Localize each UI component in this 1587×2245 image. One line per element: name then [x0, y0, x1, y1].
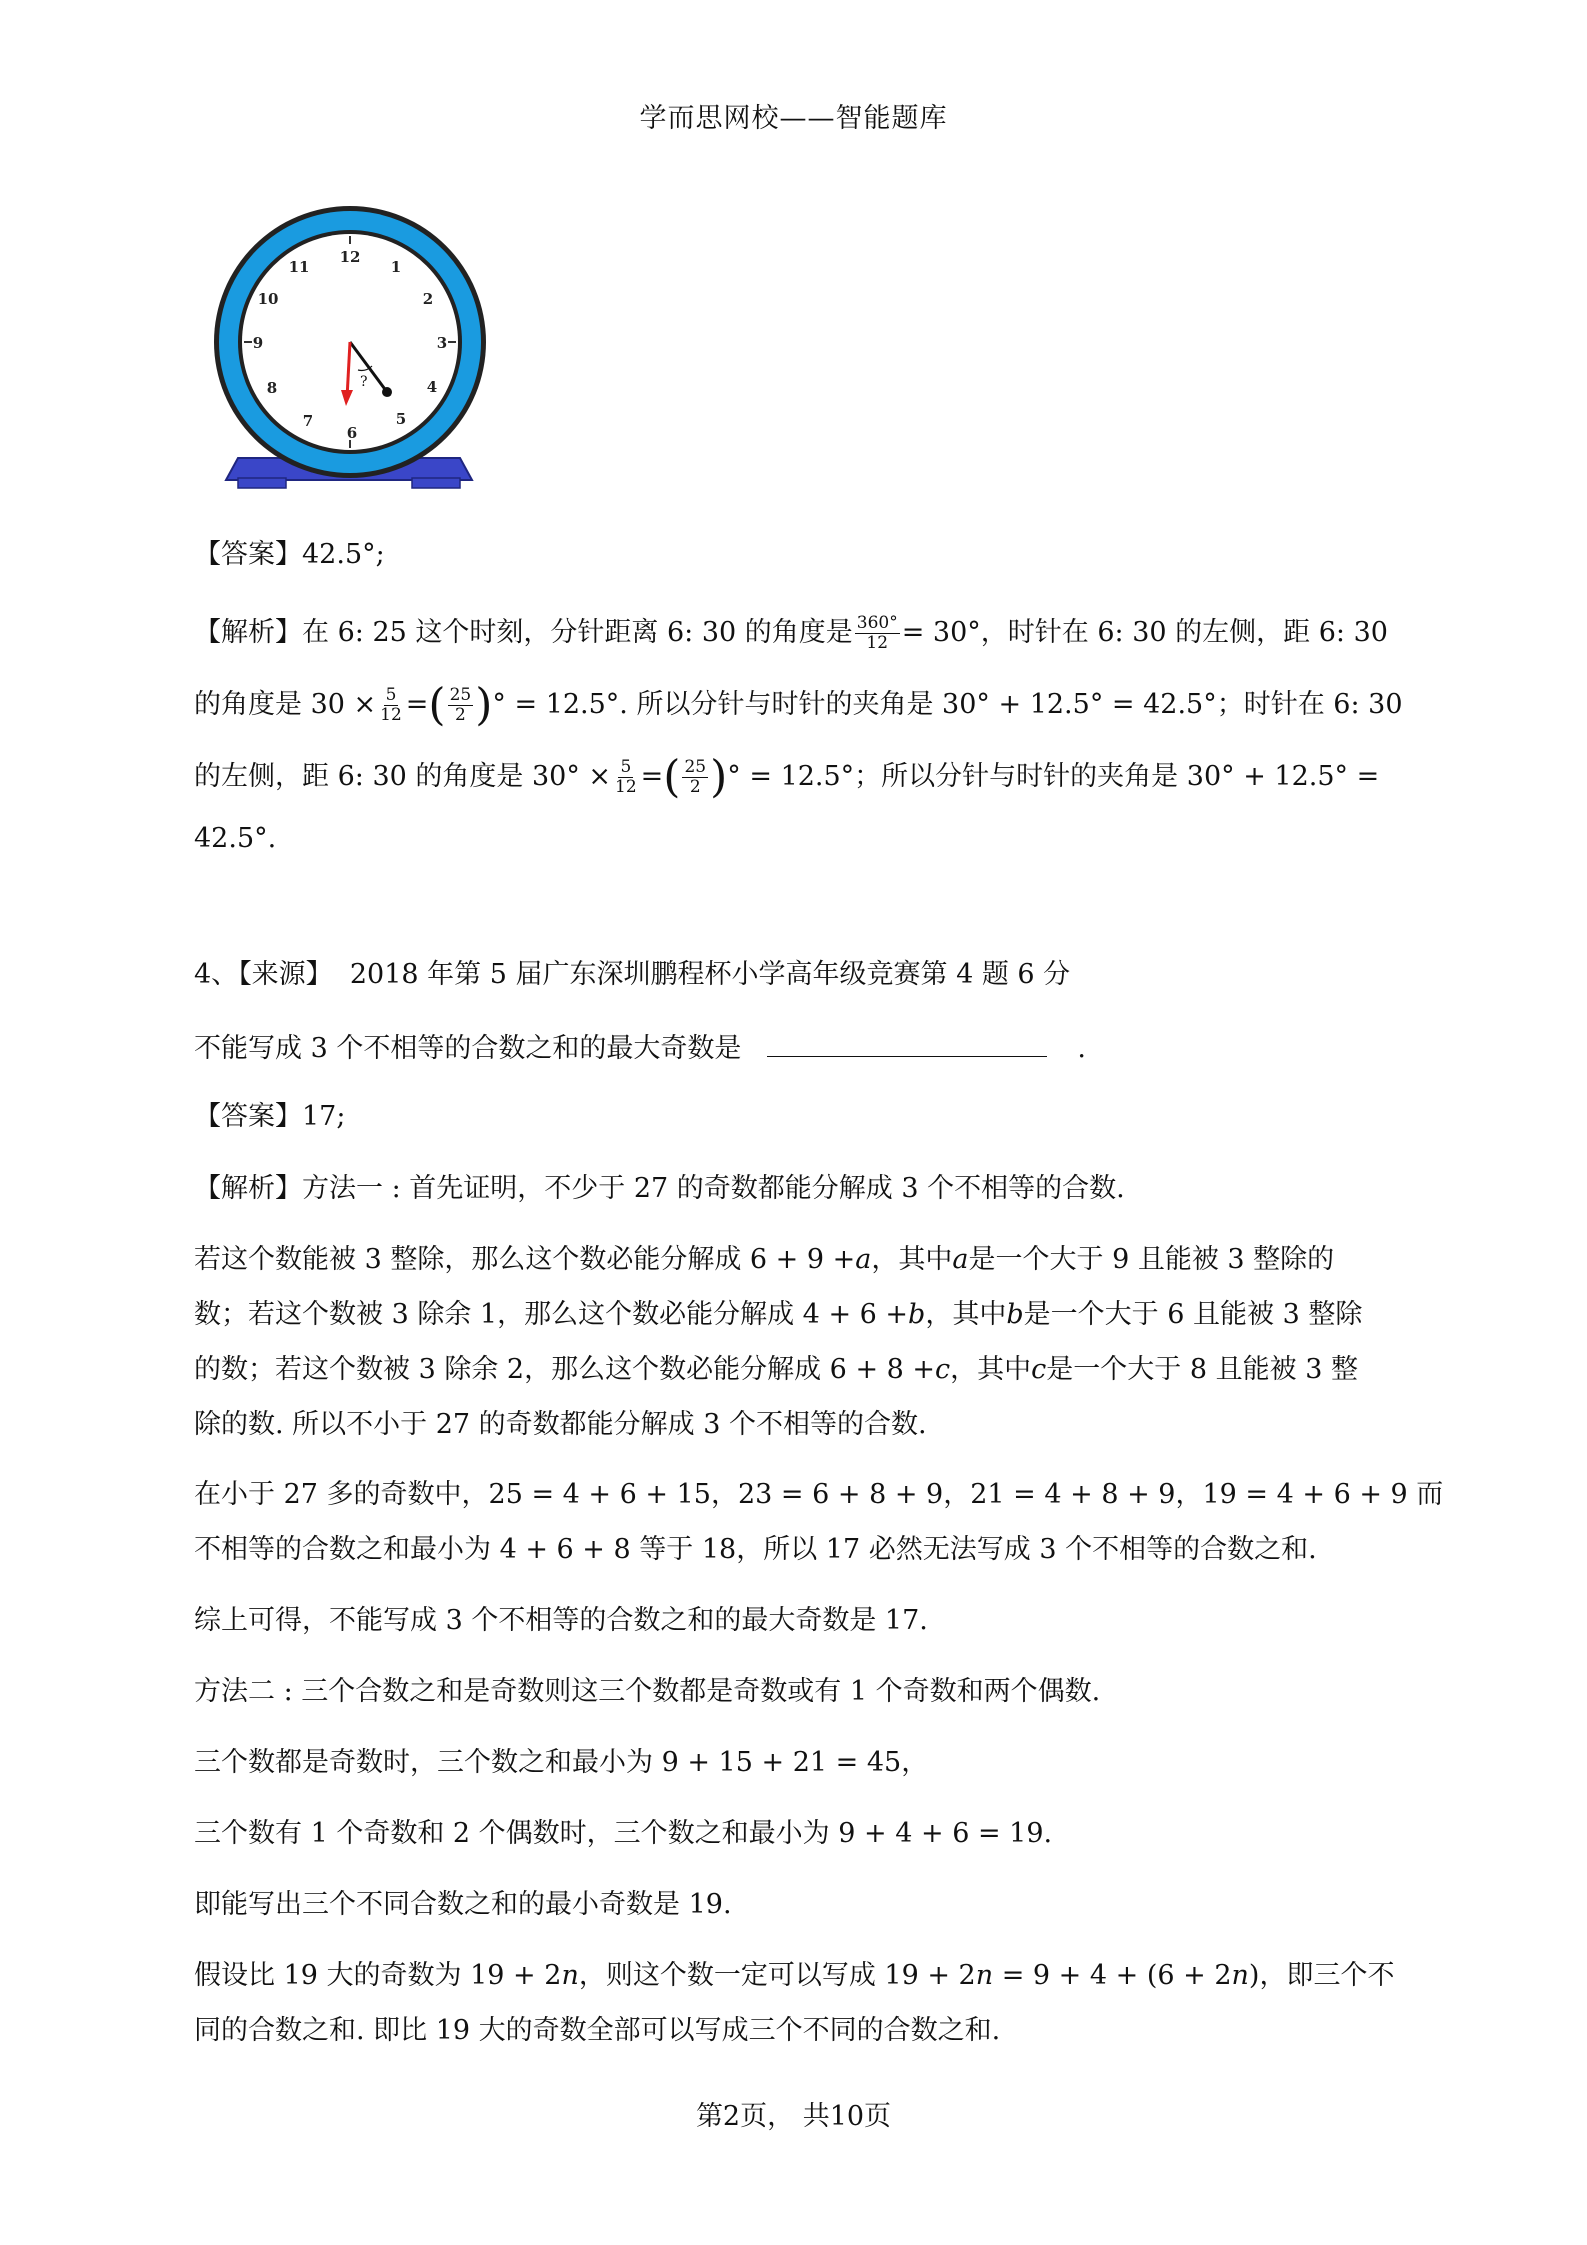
q4-p8-l1-b: ，则这个数一定可以写成 19 + 2	[578, 1960, 976, 1991]
q3-l3-fraction-2	[682, 758, 708, 797]
q3-answer-line	[194, 538, 1394, 572]
q4-p5: 三个数都是奇数时，三个数之和最小为 9 + 15 + 21 = 45，	[194, 1747, 929, 1778]
clock-number-10: 10	[257, 290, 279, 308]
q4-p1-l1-var: a	[855, 1244, 872, 1275]
angle-question-mark: ?	[360, 374, 368, 390]
q4-p8-l1-c: = 9 + 4 + (6 + 2	[993, 1960, 1232, 1991]
q4-p2-line-2: 不相等的合数之和最小为 4 + 6 + 8 等于 18，所以 17 必然无法写成 3 个不相等的合数之和.	[194, 1534, 1317, 1565]
q4-p1-line-4: 除的数. 所以不小于 27 的奇数都能分解成 3 个不相等的合数.	[194, 1409, 927, 1440]
q4-p1-l3-b: ，其中	[950, 1354, 1032, 1385]
q3-l1-fraction-num: 360°	[856, 613, 898, 633]
q4-p8-l1-n3: n	[1231, 1960, 1249, 1991]
q3-l1-fraction-den: 12	[866, 633, 889, 653]
q3-l3-frac1-den: 12	[615, 777, 637, 797]
q3-l2-fraction-1	[378, 686, 404, 725]
q3-l2-frac2-den: 2	[455, 705, 466, 725]
q3-l1-b: = 30°，时针在 6: 30 的左侧，距 6: 30	[901, 617, 1388, 648]
clock-svg	[200, 200, 510, 500]
q4-p7: 即能写出三个不同合数之和的最小奇数是 19.	[194, 1889, 732, 1920]
q3-answer-value: 42.5°;	[302, 539, 385, 570]
q4-p6: 三个数有 1 个奇数和 2 个偶数时，三个数之和最小为 9 + 4 + 6 = 19.	[194, 1818, 1053, 1849]
page-header: 学而思网校——智能题库	[639, 103, 948, 134]
q4-question-line	[194, 1030, 1394, 1066]
clock-number-8: 8	[266, 379, 278, 397]
q4-method1-intro: 方法一 : 首先证明，不少于 27 的奇数都能分解成 3 个不相等的合数.	[302, 1173, 1125, 1204]
q3-l3-frac1-num: 5	[620, 757, 632, 777]
q3-analysis-line-3: 的左侧，距 6: 30 的角度是 30° × $\frac{5}{12}$ =( $\frac{25}{2}$ )° = 12.5°；所以分针与时针的夹角是 30° + 12.5° =	[194, 751, 1380, 803]
q4-p8-line-2: 同的合数之和. 即比 19 大的奇数全部可以写成三个不同的合数之和.	[194, 2015, 1001, 2046]
q3-l3-eq: =	[640, 761, 664, 792]
q3-l2-eq: =	[405, 689, 429, 720]
q3-l2-frac2-num: 25	[449, 685, 472, 705]
q4-p8-line-1	[194, 1959, 1394, 1993]
q4-p1-l3-var: c	[935, 1354, 951, 1385]
q4-p1-l1-b: ，其中	[871, 1244, 953, 1275]
q4-number: 4、	[194, 959, 239, 990]
q3-l2-frac1-den: 12	[380, 705, 402, 725]
page-footer: 第2页， 共10页	[695, 2101, 892, 2132]
q3-l2-a: 的角度是 30 ×	[194, 689, 377, 720]
q4-p1-l3-a: 的数；若这个数被 3 除余 2，那么这个数必能分解成 6 + 8 +	[194, 1354, 936, 1385]
clock-number-5: 5	[395, 410, 407, 428]
q4-p2-line-1: 在小于 27 多的奇数中，25 = 4 + 6 + 15，23 = 6 + 8 + 9，21 = 4 + 8 + 9，19 = 4 + 6 + 9 而	[194, 1479, 1444, 1510]
q4-p1-line-3	[194, 1353, 1394, 1387]
q3-l3-fraction-1	[613, 758, 639, 797]
q4-p1-l3-var2: c	[1031, 1354, 1047, 1385]
q4-answer-line	[194, 1100, 1394, 1134]
q4-p8-l1-n2: n	[975, 1960, 994, 1991]
q3-l3-frac2-den: 2	[689, 777, 701, 797]
clock-number-2: 2	[422, 290, 434, 308]
q3-l2-fraction-2	[448, 686, 474, 725]
clock-illustration	[200, 200, 510, 500]
q4-p4: 方法二 : 三个合数之和是奇数则这三个数都是奇数或有 1 个奇数和两个偶数.	[194, 1676, 1101, 1707]
clock-number-3: 3	[436, 334, 448, 352]
q4-p1-line-1	[194, 1243, 1394, 1277]
q4-p3: 综上可得，不能写成 3 个不相等的合数之和的最大奇数是 17.	[194, 1605, 928, 1636]
q4-p1-l2-a: 数；若这个数被 3 除余 1，那么这个数必能分解成 4 + 6 +	[194, 1299, 909, 1330]
q4-p1-l2-var2: b	[1006, 1299, 1024, 1330]
q3-analysis-line-2: 的角度是 30 × $\frac{5}{12}$ =( $\frac{25}{2}$ )° = 12.5°. 所以分针与时针的夹角是 30° + 12.5° = 42.5°；时针在 6: 30	[194, 679, 1403, 731]
q3-l3-frac2-num: 25	[684, 757, 707, 777]
q3-l2-frac1-num: 5	[385, 685, 397, 705]
q4-answer-value: 17;	[302, 1101, 346, 1132]
q4-analysis-intro	[194, 1172, 1394, 1206]
q4-p1-l3-c: 是一个大于 8 且能被 3 整	[1046, 1354, 1358, 1385]
q4-p8-l1-n: n	[561, 1960, 579, 1991]
q4-p1-line-2	[194, 1298, 1394, 1332]
q3-analysis-label: 【解析】	[194, 617, 302, 648]
q4-p1-l1-a: 若这个数能被 3 整除，那么这个数必能分解成 6 + 9 +	[194, 1244, 856, 1275]
q4-answer-blank[interactable]	[767, 1030, 1047, 1057]
q3-l3-b: ° = 12.5°；所以分针与时针的夹角是 30° + 12.5° =	[727, 761, 1380, 792]
minute-hand-tip	[382, 387, 392, 397]
q4-analysis-label: 【解析】	[194, 1173, 302, 1204]
q4-p1-l2-b: ，其中	[925, 1299, 1007, 1330]
q4-p1-l2-c: 是一个大于 6 且能被 3 整除	[1023, 1299, 1363, 1330]
q4-p1-l1-var2: a	[952, 1244, 969, 1275]
clock-number-4: 4	[426, 378, 438, 396]
clock-stand-base-right	[412, 478, 460, 488]
clock-number-6: 6	[346, 424, 358, 442]
q3-analysis-line-1	[194, 614, 1394, 653]
q3-l2-b: ° = 12.5°. 所以分针与时针的夹角是 30° + 12.5° = 42.5°；时针在 6: 30	[492, 689, 1403, 720]
clock-number-9: 9	[252, 334, 264, 352]
q4-p1-l2-var: b	[908, 1299, 926, 1330]
q4-p8-l1-a: 假设比 19 大的奇数为 19 + 2	[194, 1960, 562, 1991]
clock-number-1: 1	[390, 258, 402, 276]
q3-l1-a: 在 6: 25 这个时刻，分针距离 6: 30 的角度是	[302, 617, 853, 648]
q4-answer-label: 【答案】	[194, 1101, 302, 1132]
q3-analysis-line-4: 42.5°.	[194, 823, 277, 854]
clock-number-7: 7	[302, 412, 314, 430]
q4-question-end: .	[1077, 1033, 1086, 1064]
q4-source-label: 【来源】	[238, 959, 333, 990]
clock-stand-base-left	[238, 478, 286, 488]
q3-l3-a: 的左侧，距 6: 30 的角度是 30° ×	[194, 761, 612, 792]
q4-source-line	[194, 958, 1394, 992]
clock-number-11: 11	[288, 258, 310, 276]
clock-number-12: 12	[339, 248, 361, 266]
q4-question: 不能写成 3 个不相等的合数之和的最大奇数是	[194, 1033, 742, 1064]
q4-p1-l1-c: 是一个大于 9 且能被 3 整除的	[968, 1244, 1335, 1275]
q4-source-text: 2018 年第 5 届广东深圳鹏程杯小学高年级竞赛第 4 题 6 分	[349, 959, 1071, 990]
q3-l1-fraction	[855, 614, 900, 653]
q3-answer-label: 【答案】	[194, 539, 302, 570]
q4-p8-l1-d: )，即三个不	[1248, 1960, 1395, 1991]
